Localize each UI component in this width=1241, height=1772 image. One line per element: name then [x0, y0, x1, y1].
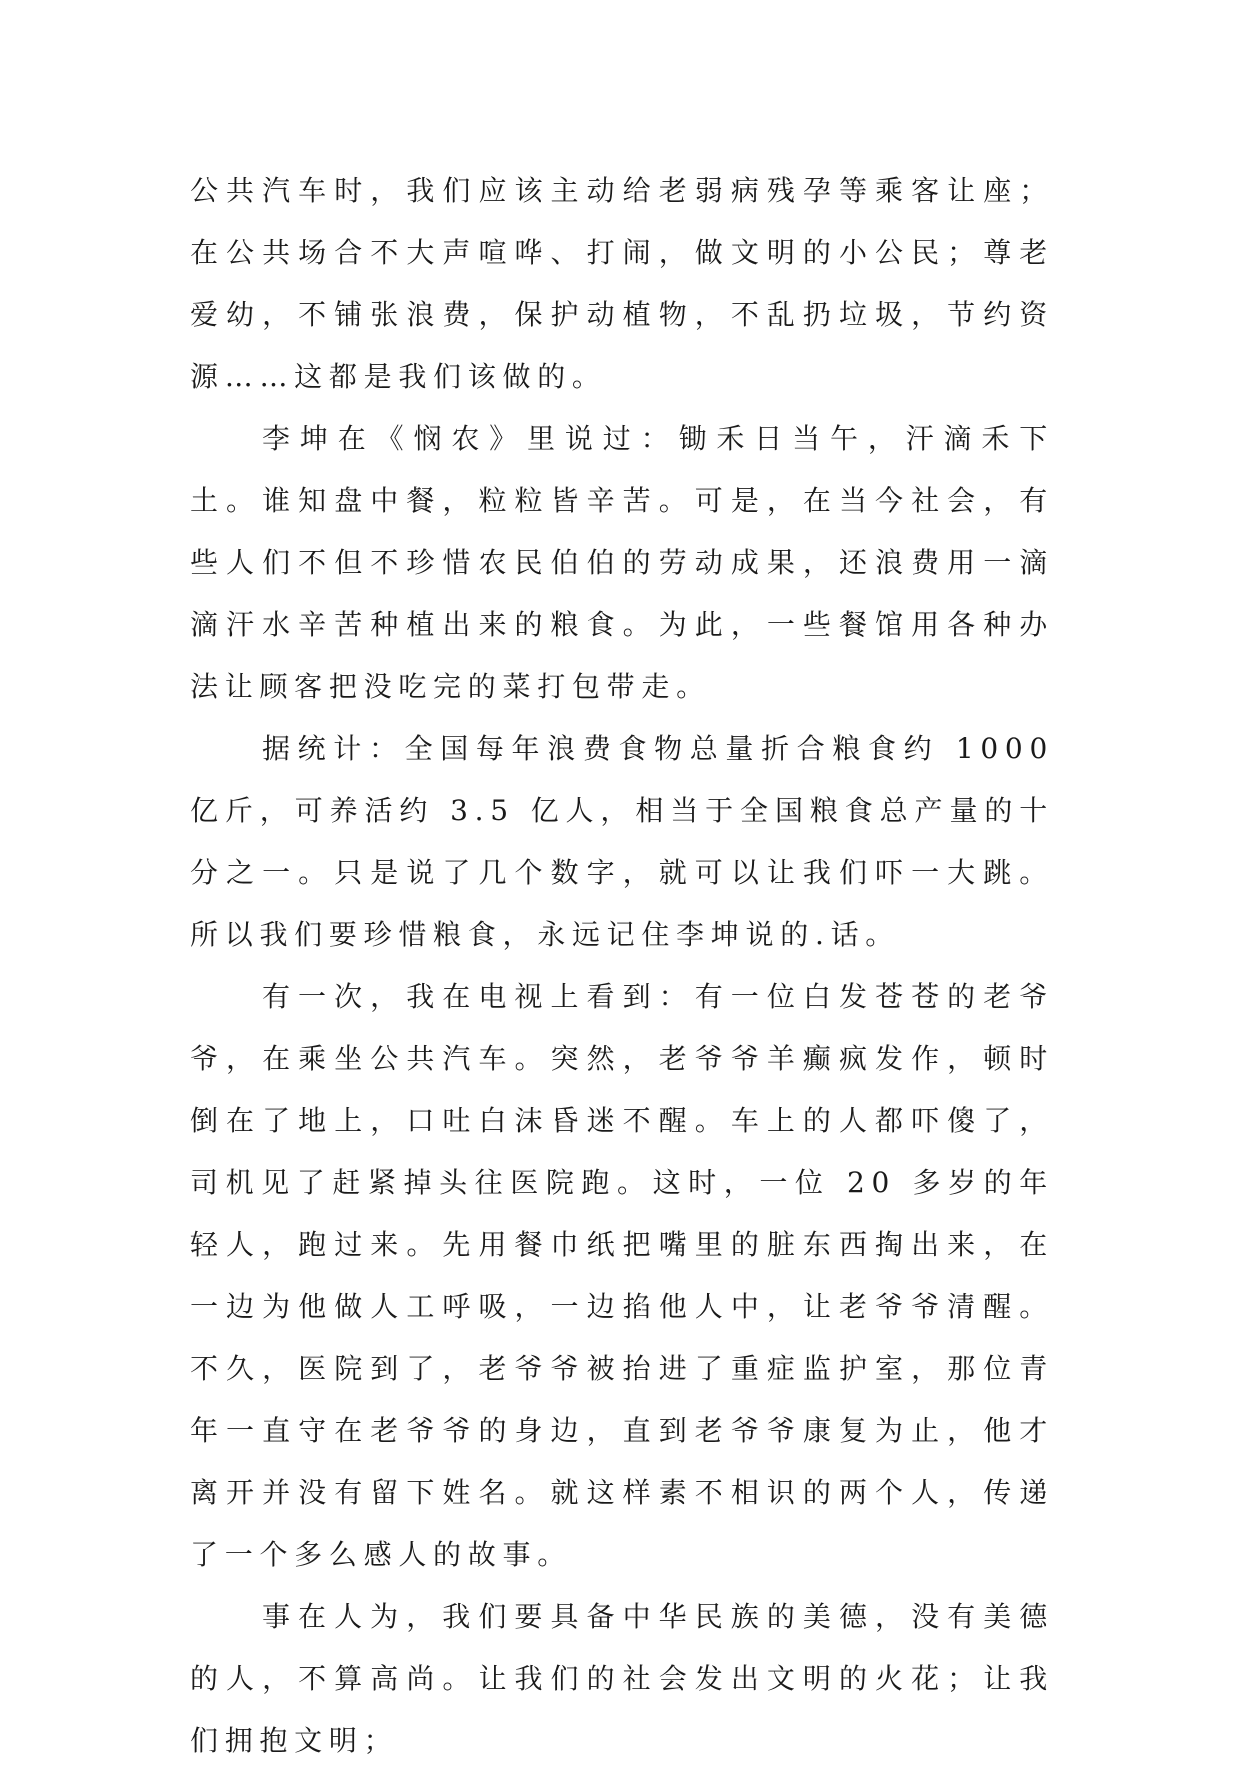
paragraph-4: 有一次，我在电视上看到：有一位白发苍苍的老爷爷，在乘坐公共汽车。突然，老爷爷羊癫疯发作，顿时倒在了地上，口吐白沫昏迷不醒。车上的人都吓傻了，司机见了赶紧掉头往医院跑。这时，一位 20 多岁的年轻人，跑过来。先用餐巾纸把嘴里的脏东西掏出来，在一边为他做人工呼吸，一边掐他人中，让老爷爷清醒。不久，医院到了，老爷爷被抬进了重症监护室，那位青年一直守在老爷爷的身边，直到老爷爷康复为止，他才离开并没有留下姓名。就这样素不相识的两个人，传递了一个多么感人的故事。: [190, 980, 1054, 1571]
paragraph-1: 公共汽车时，我们应该主动给老弱病残孕等乘客让座；在公共场合不大声喧哗、打闹，做文明的小公民；尊老爱幼，不铺张浪费，保护动植物，不乱扔垃圾，节约资源……这都是我们该做的。: [190, 174, 1054, 393]
paragraph-5: 事在人为，我们要具备中华民族的美德，没有美德的人，不算高尚。让我们的社会发出文明的火花；让我们拥抱文明；: [190, 1600, 1054, 1757]
paragraph-2: 李坤在《悯农》里说过：锄禾日当午，汗滴禾下土。谁知盘中餐，粒粒皆辛苦。可是，在当今社会，有些人们不但不珍惜农民伯伯的劳动成果，还浪费用一滴滴汗水辛苦种植出来的粮食。为此，一些餐馆用各种办法让顾客把没吃完的菜打包带走。: [190, 422, 1054, 703]
body-text: [190, 160, 1054, 1772]
paragraph-3: 据统计：全国每年浪费食物总量折合粮食约 1000 亿斤，可养活约 3.5 亿人，相当于全国粮食总产量的十分之一。只是说了几个数字，就可以让我们吓一大跳。所以我们要珍惜粮食，永远记住李坤说的.话。: [190, 732, 1054, 951]
